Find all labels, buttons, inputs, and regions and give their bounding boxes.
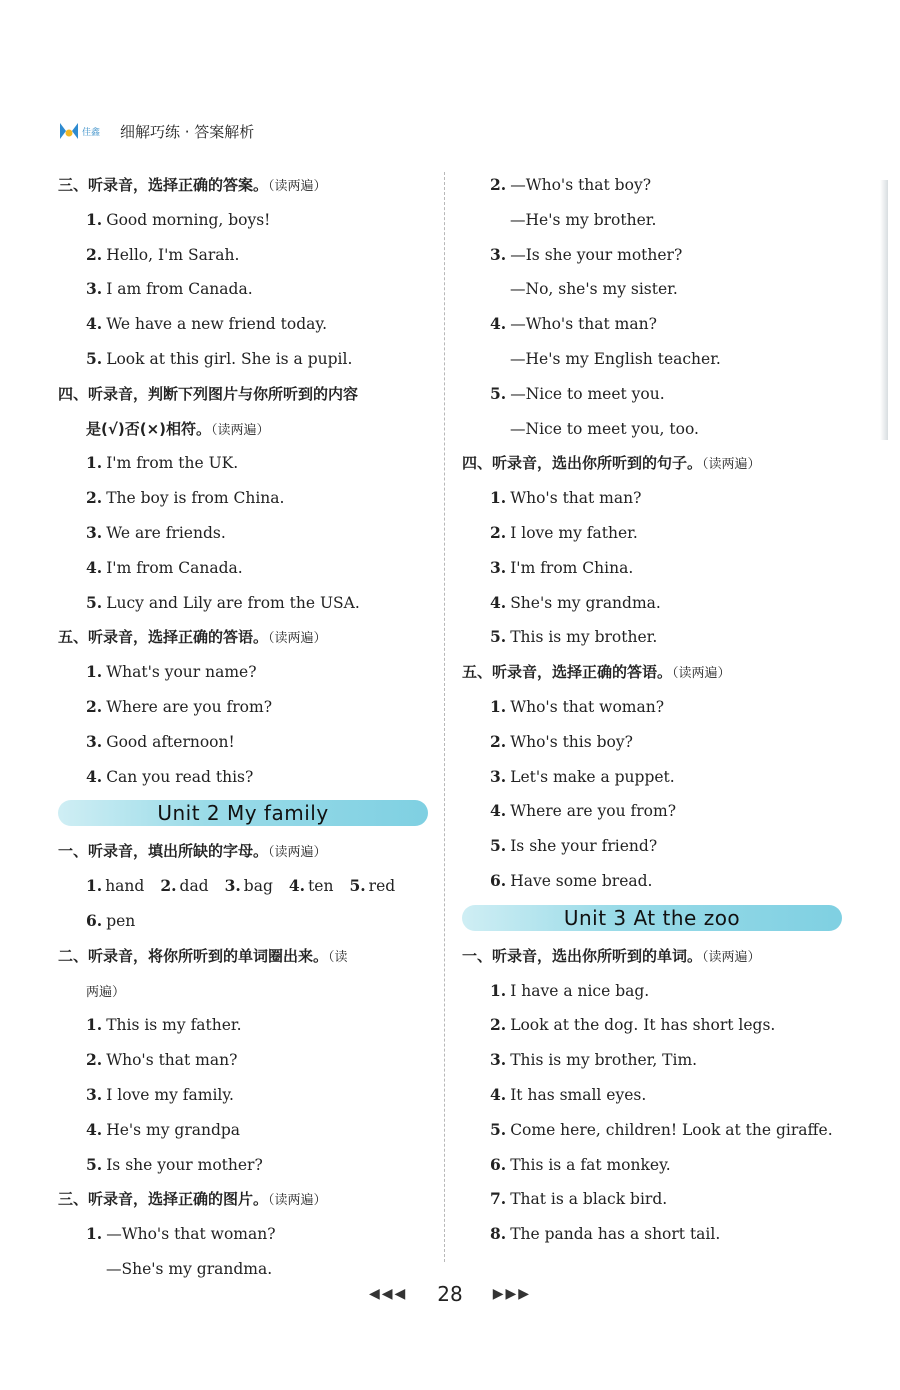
- list-item: 6. This is a fat monkey.: [490, 1154, 671, 1174]
- dialogue-continuation: [462, 168, 842, 446]
- list-item: 1. Who's that man?: [490, 488, 642, 508]
- list-item: 4. He's my grandpa: [86, 1119, 241, 1139]
- list-item: 7. That is a black bird.: [490, 1189, 668, 1209]
- list-item: 1. What's your name?: [86, 662, 257, 682]
- section-title: 四、听录音，判断下列图片与你所听到的内容: [58, 384, 359, 403]
- list-item: 6. Have some bread.: [490, 870, 653, 890]
- list-item: 2. —Who's that boy?: [490, 175, 652, 194]
- list-item: 3. I am from Canada.: [86, 279, 253, 299]
- prev-arrows-icon: ◀◀◀: [368, 1286, 408, 1302]
- list-item: 4. —Who's that man?: [490, 314, 657, 334]
- list-item: 2. Where are you from?: [86, 696, 273, 716]
- unit3-section-1: [462, 939, 842, 1252]
- list-item: 5. red: [349, 876, 396, 896]
- list-item: 1. hand: [86, 876, 145, 896]
- list-item: 2. The boy is from China.: [86, 488, 285, 508]
- page-number: 28: [437, 1282, 463, 1306]
- section-title: 一、听录音，填出所缺的字母。（读两遍）: [58, 842, 327, 861]
- answer-line: —He's my brother.: [510, 210, 657, 229]
- list-item: 2. Hello, I'm Sarah.: [86, 244, 240, 264]
- list-item: 2. I love my father.: [490, 522, 638, 542]
- book-title: 细解巧练 · 答案解析: [120, 122, 255, 141]
- list-item: 1. I have a nice bag.: [490, 980, 650, 1000]
- list-item: 5. Is she your friend?: [490, 836, 658, 856]
- list-item: 4. She's my grandma.: [490, 592, 661, 612]
- section-title: 一、听录音，选出你所听到的单词。（读两遍）: [462, 946, 761, 965]
- section-title-cont: 是(√)否(×)相符。（读两遍）: [86, 419, 270, 438]
- list-item: 1. Who's that woman?: [490, 696, 665, 716]
- section-title: 二、听录音，将你所听到的单词圈出来。（读: [58, 946, 348, 965]
- right-column: [462, 168, 842, 1252]
- list-item: 3. We are friends.: [86, 522, 226, 542]
- answer-line: —He's my English teacher.: [510, 349, 721, 368]
- list-item: 3. This is my brother, Tim.: [490, 1050, 698, 1070]
- answer-line: —No, she's my sister.: [510, 280, 678, 299]
- list-item: 1. I'm from the UK.: [86, 453, 239, 473]
- list-item: 8. The panda has a short tail.: [490, 1224, 721, 1244]
- section-4: [58, 377, 428, 621]
- list-item: 1. Good morning, boys!: [86, 209, 271, 229]
- section-3: [58, 168, 428, 377]
- list-item: 3. I love my family.: [86, 1084, 234, 1104]
- list-item: 4. ten: [288, 876, 334, 896]
- unit2-section-3: [58, 1182, 428, 1286]
- list-item: 6. pen: [86, 910, 136, 930]
- section-title: 三、听录音，选择正确的图片。（读两遍）: [58, 1190, 327, 1209]
- list-item: 5. Is she your mother?: [86, 1154, 263, 1174]
- list-item: 4. Can you read this?: [86, 766, 254, 786]
- list-item: 5. —Nice to meet you.: [490, 383, 665, 403]
- list-item: 5. Come here, children! Look at the giraffe.: [490, 1119, 833, 1139]
- section-5: [58, 620, 428, 794]
- list-item: 1. This is my father.: [86, 1015, 242, 1035]
- list-item: 3. Let's make a puppet.: [490, 766, 675, 786]
- list-item: 5. This is my brother.: [490, 627, 658, 647]
- section-4-right: [462, 446, 842, 655]
- page-header: [58, 118, 254, 144]
- logo-text: 佳鑫: [82, 127, 101, 138]
- section-title: 三、听录音，选择正确的答案。（读两遍）: [58, 176, 327, 194]
- list-item: 3. Good afternoon!: [86, 731, 235, 751]
- answer-line: —She's my grandma.: [106, 1259, 273, 1278]
- list-item: 5. Look at this girl. She is a pupil.: [86, 348, 353, 368]
- list-item: 2. Who's that man?: [86, 1050, 238, 1070]
- list-item: 3. bag: [224, 876, 273, 896]
- left-column: [58, 168, 428, 1287]
- section-title-cont: 两遍）: [86, 984, 126, 1000]
- list-item: 5. Lucy and Lily are from the USA.: [86, 592, 360, 612]
- logo-icon: [58, 121, 80, 141]
- page-edge: [880, 180, 888, 440]
- inline-answer-row: [58, 869, 428, 904]
- list-item: 3. I'm from China.: [490, 557, 634, 577]
- list-item: 2. Look at the dog. It has short legs.: [490, 1015, 776, 1035]
- column-divider: [444, 172, 445, 1262]
- section-5-right: [462, 655, 842, 899]
- answer-line: —Nice to meet you, too.: [510, 419, 699, 438]
- list-item: 4. It has small eyes.: [490, 1084, 647, 1104]
- unit-2-banner: Unit 2 My family: [58, 800, 428, 826]
- section-title: 五、听录音，选择正确的答语。（读两遍）: [462, 663, 731, 682]
- section-title: 五、听录音，选择正确的答语。（读两遍）: [58, 628, 327, 647]
- brand-logo: [58, 120, 110, 142]
- next-arrows-icon: ▶▶▶: [492, 1286, 532, 1302]
- page-footer: [0, 1282, 900, 1306]
- list-item: 1. —Who's that woman?: [86, 1224, 276, 1244]
- list-item: 4. I'm from Canada.: [86, 557, 243, 577]
- unit-3-banner: Unit 3 At the zoo: [462, 905, 842, 931]
- list-item: 2. Who's this boy?: [490, 731, 633, 751]
- list-item: 4. Where are you from?: [490, 801, 677, 821]
- section-title: 四、听录音，选出你所听到的句子。（读两遍）: [462, 454, 761, 473]
- unit2-section-2: [58, 939, 428, 1183]
- list-item: 4. We have a new friend today.: [86, 314, 328, 334]
- unit2-section-1: [58, 834, 428, 938]
- list-item: 3. —Is she your mother?: [490, 244, 683, 264]
- list-item: 2. dad: [160, 876, 209, 896]
